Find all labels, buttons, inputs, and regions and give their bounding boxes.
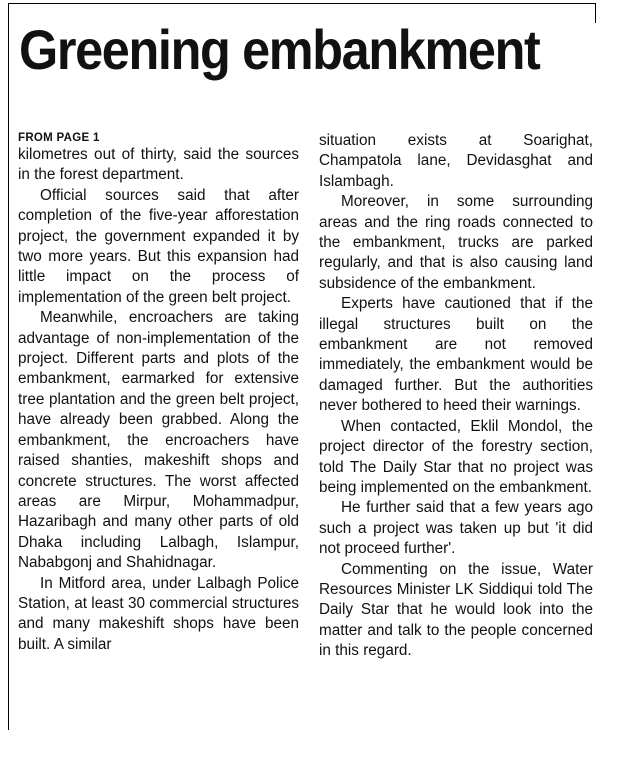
paragraph: Moreover, in some surrounding areas and the ring roads connected to the embankment, trucks are parked regularly, and that is also causing land subsidence of the embankment. xyxy=(319,193,593,292)
right-border-tick xyxy=(595,3,596,23)
article-headline: Greening embankment xyxy=(19,18,540,81)
article-column-left xyxy=(18,133,299,655)
paragraph: kilometres out of thirty, said the sources in the forest department. xyxy=(18,146,299,184)
paragraph: He further said that a few years ago such a project was taken up but 'it did not proceed further'. xyxy=(319,499,593,558)
continuation-kicker: FROM PAGE 1 xyxy=(18,132,100,144)
paragraph: Experts have cautioned that if the illegal structures built on the embankment are not removed immediately, the embankment would be damaged further. But the authorities never bothered to heed their warnings. xyxy=(319,295,593,415)
paragraph: Official sources said that after completion of the five-year afforestation project, the government expanded it by two more years. But this expansion had little impact on the process of implementation of the green belt project. xyxy=(18,186,299,306)
article-column-right xyxy=(319,131,593,662)
top-border-rule xyxy=(8,3,596,4)
paragraph: Meanwhile, encroachers are taking advantage of non-implementation of the project. Different parts and plots of the embankment, earmarked for extensive tree plantation and the green belt project, have already been grabbed. Along the embankment, the encroachers have raised shanties, makeshift shops and concrete structures. The worst affected areas are Mirpur, Mohammadpur, Hazaribagh and many other parts of old Dhaka including Lalbagh, Islampur, Nababgonj and Shahidnagar. xyxy=(18,309,299,572)
paragraph: When contacted, Eklil Mondol, the project director of the forestry section, told The Daily Star that no project was being implemented on the embankment. xyxy=(319,417,593,496)
paragraph: situation exists at Soarighat, Champatola lane, Devidasghat and Islambagh. xyxy=(319,132,593,190)
paragraph: Commenting on the issue, Water Resources Minister LK Siddiqui told The Daily Star that he would look into the matter and talk to the people concerned in this regard. xyxy=(319,560,593,660)
left-border-rule xyxy=(8,3,9,730)
paragraph: In Mitford area, under Lalbagh Police Station, at least 30 commercial structures and many makeshift shops have been built. A similar xyxy=(18,574,299,653)
